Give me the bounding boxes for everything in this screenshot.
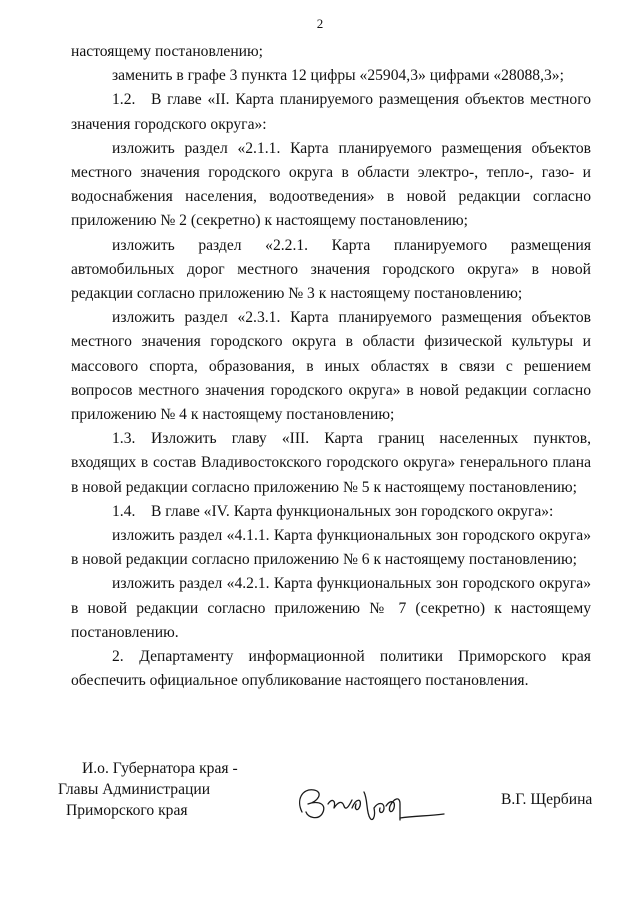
signatory-title bbox=[58, 758, 238, 821]
signatory-title-line: Приморского края bbox=[66, 802, 188, 819]
paragraph: настоящему постановлению; bbox=[71, 43, 264, 60]
paragraph: изложить раздел «4.1.1. Карта функциональных зон городского округа» в новой редакции согласно приложению № 6 к настоящему постановлению; bbox=[71, 527, 591, 569]
page-number: 2 bbox=[316, 16, 324, 31]
signatory-title-line: Главы Администрации bbox=[58, 781, 211, 798]
handwritten-signature bbox=[288, 778, 448, 828]
document-body bbox=[71, 40, 591, 693]
paragraph: заменить в графе 3 пункта 12 цифры «25904,3» цифрами «28088,3»; bbox=[112, 67, 564, 85]
paragraph: 2. Департаменту информационной политики Приморского края обеспечить официальное опубликование настоящего постановления. bbox=[71, 648, 591, 690]
paragraph: изложить раздел «2.2.1. Карта планируемого размещения автомобильных дорог местного значения городского округа» в новой редакции согласно приложению № 3 к настоящему постановлению; bbox=[71, 236, 591, 303]
paragraph: изложить раздел «2.1.1. Карта планируемого размещения объектов местного значения городского округа в области электро-, тепло-, газо- и водоснабжения населения, водоотведения» в новой редакции согласно приложению № 2 (секретно) к настоящему постановлению; bbox=[71, 139, 591, 230]
signatory-title-line: И.о. Губернатора края - bbox=[82, 760, 238, 777]
paragraph: изложить раздел «4.2.1. Карта функциональных зон городского округа» в новой редакции согласно приложению № 7 (секретно) к настоящему постановлению. bbox=[71, 575, 591, 641]
paragraph: изложить раздел «2.3.1. Карта планируемого размещения объектов местного значения городского округа в области физической культуры и массового спорта, образования, в иных областях в связи с решением вопросов местного значения городского округа» в новой редакции согласно приложению № 4 к настоящему постановлению; bbox=[71, 309, 591, 424]
paragraph: 1.4. В главе «IV. Карта функциональных зон городского округа»: bbox=[112, 502, 554, 520]
paragraph: 1.3. Изложить главу «III. Карта границ населенных пунктов, входящих в состав Владивостокского городского округа» генерального плана в новой редакции согласно приложению № 5 к настоящему постановлению; bbox=[71, 430, 591, 496]
signatory-name: В.Г. Щербина bbox=[501, 791, 593, 808]
paragraph: 1.2. В главе «II. Карта планируемого размещения объектов местного значения городского округа»: bbox=[71, 91, 591, 133]
